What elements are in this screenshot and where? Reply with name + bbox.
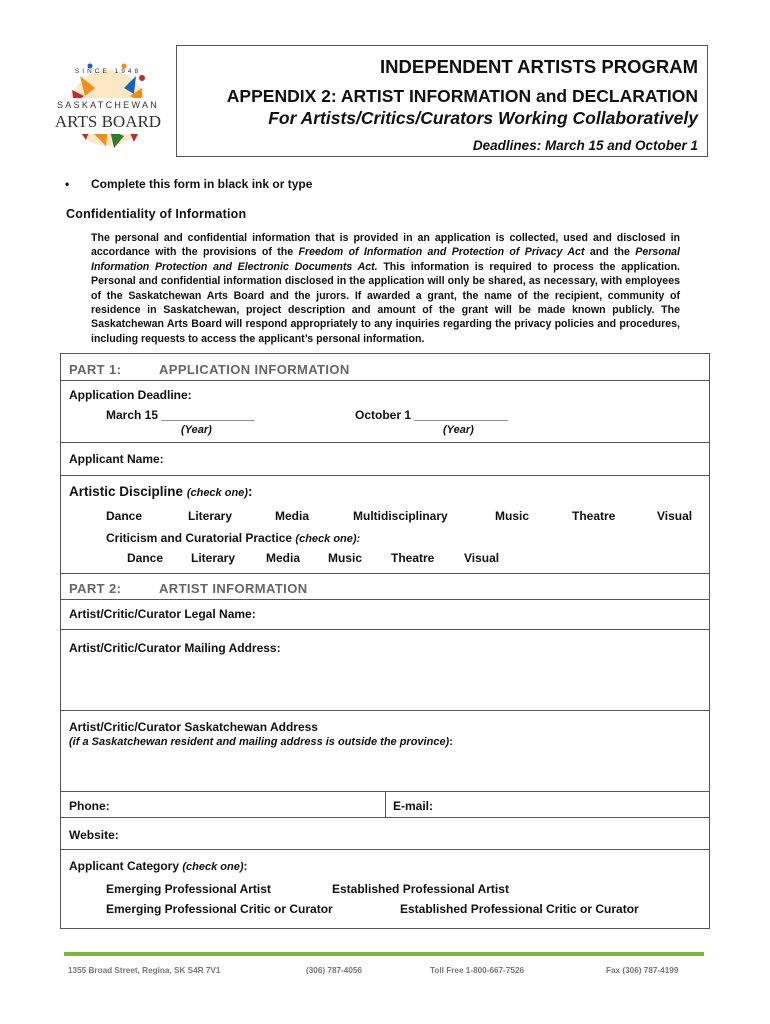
confidentiality-paragraph xyxy=(91,231,680,346)
discipline-option-media[interactable]: Media xyxy=(275,509,310,523)
discipline-option-visual[interactable]: Visual xyxy=(657,509,693,523)
application-form xyxy=(60,353,710,929)
email-field[interactable]: E-mail: xyxy=(393,799,434,813)
confidentiality-heading: Confidentiality of Information xyxy=(66,207,247,221)
march-deadline-field[interactable]: March 15 ______________ xyxy=(106,408,255,422)
part1-title: APPLICATION INFORMATION xyxy=(159,362,350,377)
sask-note-text: (if a Saskatchewan resident and mailing address is outside the province) xyxy=(69,736,450,748)
discipline-option-music[interactable]: Music xyxy=(495,509,530,523)
logo-graphic xyxy=(50,48,175,160)
discipline-label-text: Artistic Discipline xyxy=(69,484,184,499)
criticism-label xyxy=(106,531,360,545)
discipline-option-dance[interactable]: Dance xyxy=(106,509,143,523)
applicant-name-field[interactable]: Applicant Name: xyxy=(69,452,164,466)
criticism-option-dance[interactable]: Dance xyxy=(127,551,164,565)
criticism-option-music[interactable]: Music xyxy=(328,551,363,565)
criticism-option-media[interactable]: Media xyxy=(266,551,301,565)
discipline-check-hint: (check one) xyxy=(186,487,248,499)
footer-fax: Fax (306) 787-4199 xyxy=(606,966,679,975)
discipline-option-multidisciplinary[interactable]: Multidisciplinary xyxy=(353,509,448,523)
instruction-text: Complete this form in black ink or type xyxy=(91,177,313,191)
october-deadline-field[interactable]: October 1 ______________ xyxy=(355,408,508,422)
discipline-colon: : xyxy=(247,484,253,499)
deadlines-text: Deadlines: March 15 and October 1 xyxy=(472,138,698,153)
footer-phone: (306) 787-4056 xyxy=(306,966,362,975)
phone-field[interactable]: Phone: xyxy=(69,799,110,813)
criticism-label-text: Criticism and Curatorial Practice xyxy=(106,531,293,545)
header-box xyxy=(176,45,708,157)
conf-text-2: and the xyxy=(584,246,636,259)
criticism-option-theatre[interactable]: Theatre xyxy=(391,551,435,565)
saskatchewan-arts-board-logo xyxy=(50,48,175,160)
category-emerging-artist[interactable]: Emerging Professional Artist xyxy=(106,882,271,896)
discipline-option-theatre[interactable]: Theatre xyxy=(572,509,616,523)
program-title: INDEPENDENT ARTISTS PROGRAM xyxy=(380,56,698,77)
category-established-critic[interactable]: Established Professional Critic or Curator xyxy=(400,902,639,916)
legal-name-field[interactable]: Artist/Critic/Curator Legal Name: xyxy=(69,607,256,621)
bullet-icon: • xyxy=(65,177,70,191)
footer-tollfree: Toll Free 1-800-667-7526 xyxy=(430,966,525,975)
part1-number: PART 1: xyxy=(69,362,122,377)
conf-text-1: The personal and confidential information that is provided in an application is collected, used and disclosed in accordance with the provisions of the xyxy=(91,232,680,259)
criticism-option-literary[interactable]: Literary xyxy=(191,551,236,565)
category-label-text: Applicant Category xyxy=(69,859,180,873)
sask-note-colon: : xyxy=(449,736,453,748)
footer-address: 1355 Broad Street, Regina, SK S4R 7V1 xyxy=(68,966,221,975)
october-year-hint: (Year) xyxy=(443,424,474,436)
logo-since-text: SINCE 1948 xyxy=(74,68,142,75)
conf-act-1: Freedom of Information and Protection of Privacy Act xyxy=(298,246,585,259)
category-established-artist[interactable]: Established Professional Artist xyxy=(332,882,509,896)
mailing-address-field[interactable]: Artist/Critic/Curator Mailing Address: xyxy=(69,641,281,655)
category-emerging-critic[interactable]: Emerging Professional Critic or Curator xyxy=(106,902,333,916)
form-subtitle: For Artists/Critics/Curators Working Collaboratively xyxy=(268,108,698,128)
conf-act-2: Personal Information Protection and Electronic Documents Act. xyxy=(91,246,680,273)
website-field[interactable]: Website: xyxy=(69,828,119,842)
criticism-option-visual[interactable]: Visual xyxy=(464,551,500,565)
category-colon: : xyxy=(243,859,248,873)
march-year-hint: (Year) xyxy=(181,424,212,436)
part2-number: PART 2: xyxy=(69,581,122,596)
application-deadline-label: Application Deadline: xyxy=(69,388,192,402)
logo-org-line2: ARTS BOARD xyxy=(54,112,162,131)
saskatchewan-address-note xyxy=(69,736,453,748)
category-check-hint: (check one) xyxy=(182,861,244,873)
saskatchewan-address-field[interactable]: Artist/Critic/Curator Saskatchewan Address xyxy=(69,720,318,734)
conf-text-3: This information is required to process the application. Personal and confidential information disclosed in the application will only be shared, as necessary, with employees of the Saskatchewan Arts Board and the jurors. If awarded a grant, the name of the recipient, community of residence in Saskatchewan, project description and amount of the grant will be made known publicly. The Saskatchewan Arts Board will respond appropriately to any inquiries regarding the privacy policies and procedures, including requests to access the applicant’s personal information. xyxy=(91,260,680,345)
applicant-category-label xyxy=(69,859,248,873)
artistic-discipline-label xyxy=(69,484,252,499)
appendix-title: APPENDIX 2: ARTIST INFORMATION and DECLARATION xyxy=(226,86,698,106)
logo-org-line1: SASKATCHEWAN xyxy=(56,100,160,110)
part2-title: ARTIST INFORMATION xyxy=(159,581,308,596)
criticism-check-hint: (check one): xyxy=(295,533,361,545)
footer-divider xyxy=(64,952,704,956)
discipline-option-literary[interactable]: Literary xyxy=(188,509,233,523)
